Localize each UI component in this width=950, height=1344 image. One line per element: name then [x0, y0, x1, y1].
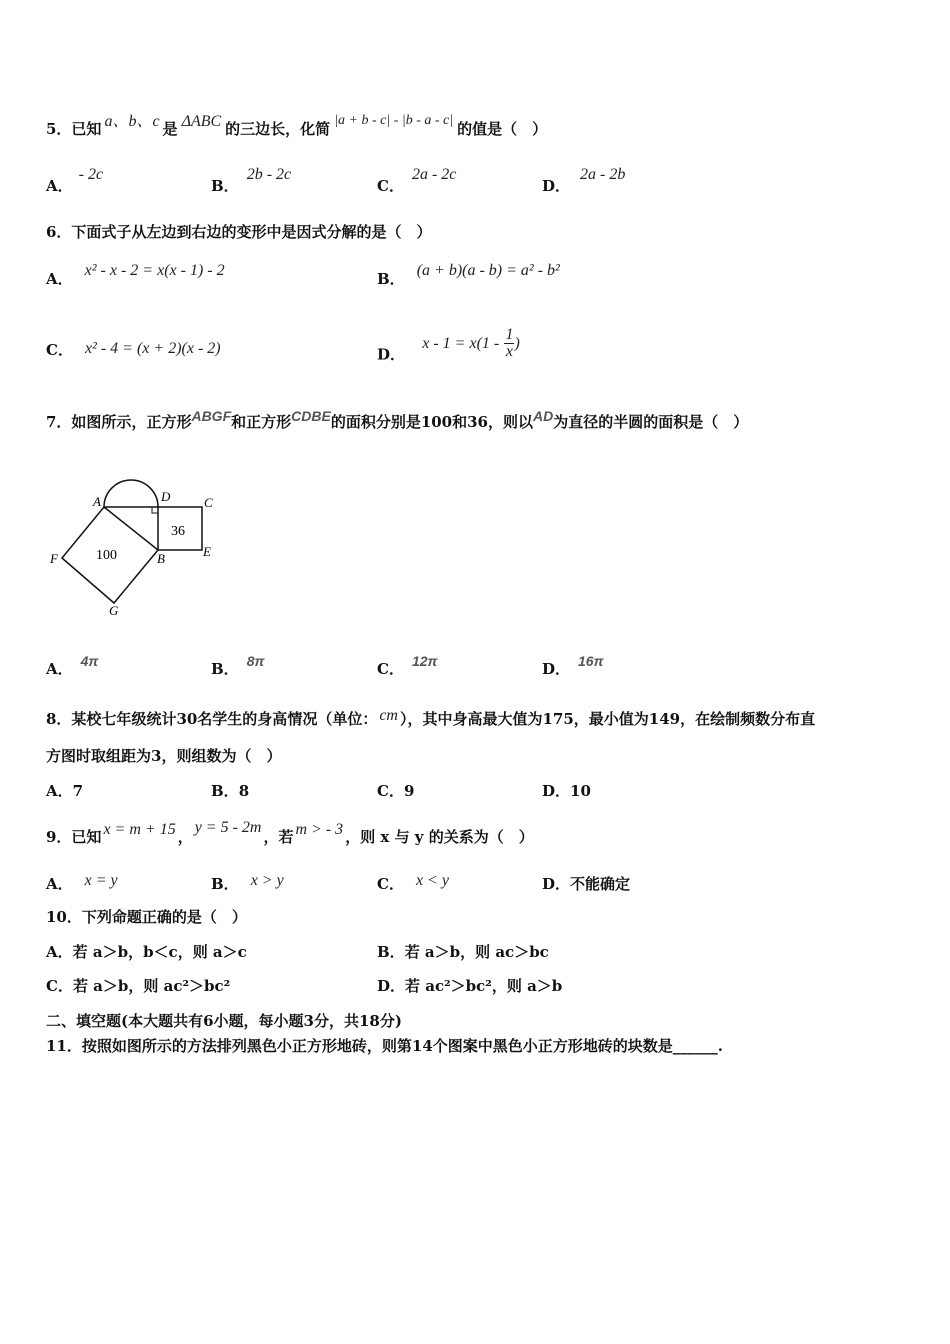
q10-option-c[interactable]: C．若 a＞b，则 ac²＞bc²	[46, 977, 231, 995]
q5-vars: a、b、c	[104, 113, 160, 130]
q5-triangle: ΔABC	[181, 113, 222, 130]
q9-stem: 9．已知 x = m + 15 ，y = 5 - 2m，若 m > - 3 ，则 x 与 y 的关系为（ ）	[46, 819, 534, 846]
q6-stem: 6．下面式子从左边到右边的变形中是因式分解的是（ ）	[46, 223, 432, 241]
q8-stem-line1: 8．某校七年级统计30名学生的身高情况（单位： cm ），其中身高最大值为175，最小值为149，在绘制频数分布直	[46, 707, 816, 728]
q6-option-a[interactable]: A． x² - x - 2 = x(x - 1) - 2	[46, 262, 225, 288]
q9-option-a[interactable]: A． x = y	[46, 872, 118, 893]
q6-option-c[interactable]: C． x² - 4 = (x + 2)(x - 2)	[46, 340, 221, 359]
q5-stem: 5．已知 a、b、c 是 ΔABC 的三边长，化简 |a + b - c| - |b - a - c| 的值是（ ）	[46, 113, 548, 138]
label-a: A	[93, 494, 101, 509]
label-b: B	[157, 551, 165, 566]
q10-option-a[interactable]: A．若 a＞b，b＜c，则 a＞c	[46, 943, 247, 961]
q11-stem: 11．按照如图所示的方法排列黑色小正方形地砖，则第14个图案中黑色小正方形地砖的块数是______.	[46, 1037, 723, 1055]
q8-option-c[interactable]: C．9	[377, 782, 415, 800]
q5-expression: |a + b - c| - |b - a - c|	[334, 113, 454, 128]
q10-option-b[interactable]: B．若 a＞b，则 ac＞bc	[377, 943, 549, 961]
q7-stem: 7．如图所示，正方形ABGF和正方形CDBE的面积分别是100和36，则以AD为直径的半圆的面积是（ ）	[46, 408, 749, 431]
q9-option-c[interactable]: C． x < y	[377, 872, 449, 893]
q10-stem: 10．下列命题正确的是（ ）	[46, 908, 247, 926]
q8-option-d[interactable]: D．10	[542, 782, 591, 800]
q5-option-d[interactable]: D．2a - 2b	[542, 166, 626, 195]
q8-stem-line2: 方图时取组距为3，则组数为（ ）	[46, 747, 282, 765]
right-angle-mark	[152, 507, 158, 513]
q6-option-d[interactable]: D． x - 1 = x(1 - $\frac{1}{x}$ )	[377, 326, 520, 364]
q7-option-c[interactable]: C． 12π	[377, 653, 438, 678]
q7-figure	[40, 470, 240, 620]
q8-option-b[interactable]: B．8	[211, 782, 250, 800]
q9-option-b[interactable]: B． x > y	[211, 872, 284, 893]
q7-option-d[interactable]: D． 16π	[542, 653, 604, 678]
q6-option-b[interactable]: B． (a + b)(a - b) = a² - b²	[377, 262, 560, 288]
area-36: 36	[171, 524, 185, 539]
q10-option-d[interactable]: D．若 ac²＞bc²，则 a＞b	[377, 977, 563, 995]
q5-option-a[interactable]: A．- 2c	[46, 166, 104, 195]
area-100: 100	[96, 548, 117, 563]
label-c: C	[204, 495, 213, 510]
label-f: F	[50, 551, 58, 566]
q5-option-c[interactable]: C．2a - 2c	[377, 166, 457, 195]
q5-option-b[interactable]: B．2b - 2c	[211, 166, 292, 195]
label-g: G	[109, 603, 119, 618]
label-d: D	[161, 489, 171, 504]
label-e: E	[203, 544, 211, 559]
q7-option-b[interactable]: B． 8π	[211, 653, 265, 678]
section-2-heading: 二、填空题(本大题共有6小题，每小题3分，共18分)	[46, 1012, 402, 1030]
q8-option-a[interactable]: A．7	[46, 782, 84, 800]
q7-option-a[interactable]: A． 4π	[46, 653, 99, 678]
semicircle	[104, 480, 158, 507]
q9-option-d[interactable]: D．不能确定	[542, 875, 631, 893]
